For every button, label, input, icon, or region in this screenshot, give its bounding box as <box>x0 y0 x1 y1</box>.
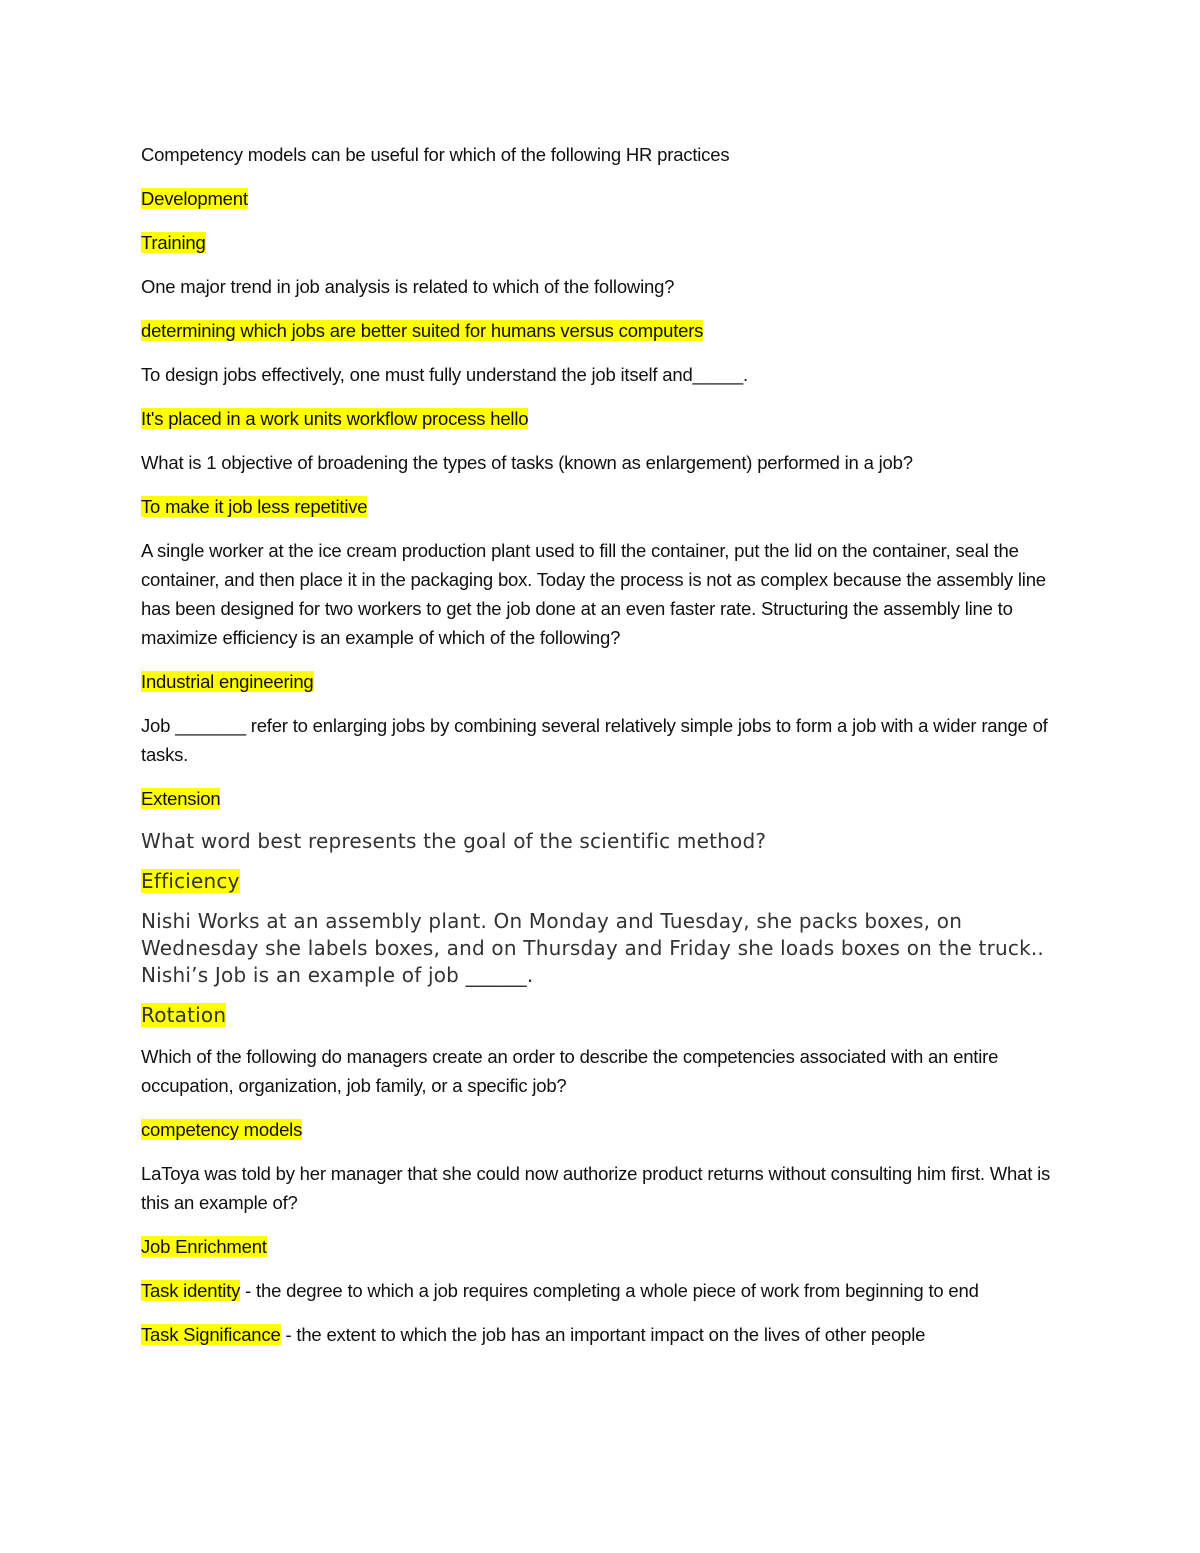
highlighted-answer: Job Enrichment <box>141 1236 267 1257</box>
question-text: A single worker at the ice cream production plant used to fill the container, put the lid on the container, seal the container, and then place it in the packaging box. Today the process is not as complex because the assembly line has been designed for two workers to get the job done at an even faster rate. Structuring the assembly line to maximize efficiency is an example of which of the following? <box>141 540 1046 648</box>
highlighted-answer: Development <box>141 188 248 209</box>
answer-text <box>141 228 1061 257</box>
highlighted-answer: It's placed in a work units workflow process hello <box>141 408 529 429</box>
definition-text <box>141 1276 1061 1305</box>
question-text: What word best represents the goal of the scientific method? <box>141 829 767 853</box>
highlighted-answer: Industrial engineering <box>141 671 314 692</box>
answer-text <box>141 667 1061 696</box>
definition-body: - the extent to which the job has an important impact on the lives of other people <box>280 1324 926 1345</box>
answer-text <box>141 492 1061 521</box>
answer-text <box>141 404 1061 433</box>
highlighted-answer: determining which jobs are better suited for humans versus computers <box>141 320 704 341</box>
highlighted-answer: To make it job less repetitive <box>141 496 368 517</box>
definition-body: - the degree to which a job requires completing a whole piece of work from beginning to end <box>240 1280 979 1301</box>
question-text: One major trend in job analysis is related to which of the following? <box>141 276 675 297</box>
answer-text <box>141 184 1061 213</box>
answer-text <box>141 1002 1061 1029</box>
definition-text <box>141 1320 1061 1349</box>
question-text: Which of the following do managers create an order to describe the competencies associated with an entire occupation, organization, job family, or a specific job? <box>141 1046 999 1096</box>
answer-text <box>141 316 1061 345</box>
highlighted-answer: Rotation <box>141 1003 227 1027</box>
question-text: What is 1 objective of broadening the types of tasks (known as enlargement) performed in a job? <box>141 452 913 473</box>
answer-text <box>141 868 1061 895</box>
highlighted-answer: Efficiency <box>141 869 240 893</box>
document-body <box>141 140 1061 1364</box>
highlighted-answer: Extension <box>141 788 221 809</box>
highlighted-term: Task Significance <box>141 1324 281 1345</box>
question-text: Nishi Works at an assembly plant. On Monday and Tuesday, she packs boxes, on Wednesday she labels boxes, and on Thursday and Friday she loads boxes on the truck.. Nishi’s Job is an example of job ______. <box>141 909 1044 987</box>
highlighted-answer: competency models <box>141 1119 303 1140</box>
question-text: To design jobs effectively, one must fully understand the job itself and_____. <box>141 364 748 385</box>
highlighted-term: Task identity <box>141 1280 241 1301</box>
question-text: LaToya was told by her manager that she could now authorize product returns without consulting him first. What is this an example of? <box>141 1163 1051 1213</box>
question-text: Competency models can be useful for which of the following HR practices <box>141 144 730 165</box>
answer-text <box>141 784 1061 813</box>
answer-text <box>141 1115 1061 1144</box>
highlighted-answer: Training <box>141 232 206 253</box>
answer-text <box>141 1232 1061 1261</box>
question-text: Job _______ refer to enlarging jobs by combining several relatively simple jobs to form a job with a wider range of tasks. <box>141 715 1048 765</box>
